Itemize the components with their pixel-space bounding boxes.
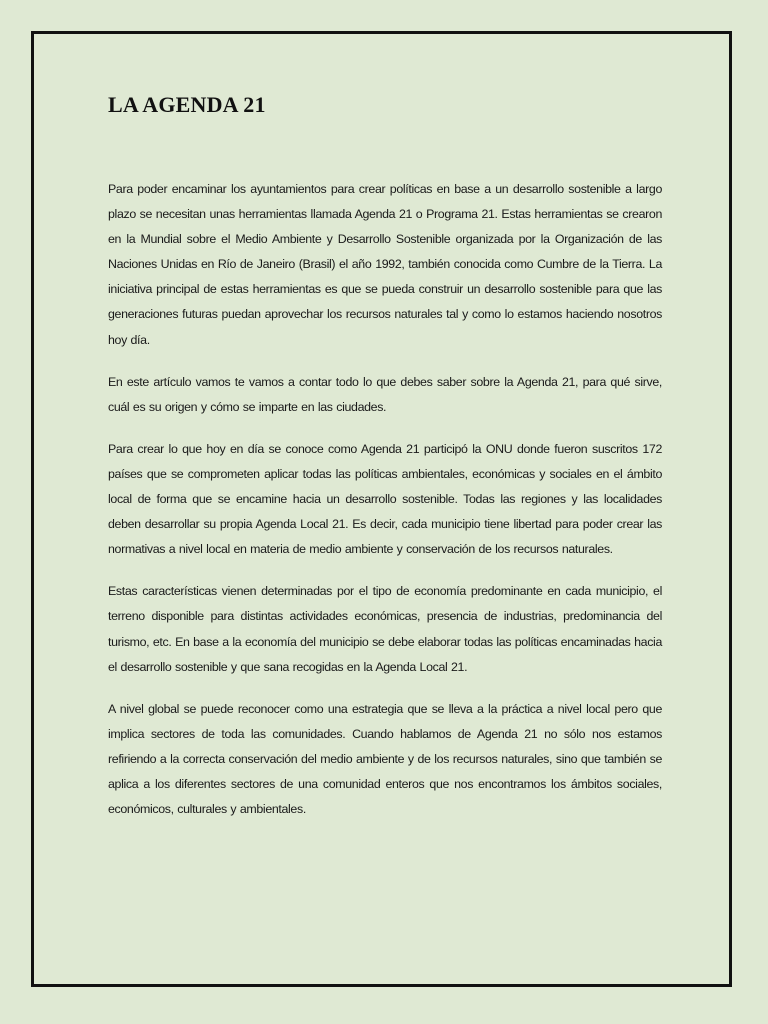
paragraph-4: Estas características vienen determinadas por el tipo de economía predominante en cada municipio, el terreno disponible para distintas actividades económicas, presencia de industrias, predominancia del turismo, etc. En base a la economía del municipio se debe elaborar todas las políticas encaminadas hacia el desarrollo sostenible y que sana recogidas en la Agenda Local 21. [108,584,662,674]
paragraph-5: A nivel global se puede reconocer como una estrategia que se lleva a la práctica a nivel local pero que implica sectores de toda las comunidades. Cuando hablamos de Agenda 21 no sólo nos estamos refiriendo a la correcta conservación del medio ambiente y de los recursos naturales, sino que también se aplica a los diferentes sectores de una comunidad enteros que nos encontramos los ámbitos sociales, económicos, culturales y ambientales. [108,701,662,817]
document-title: LA AGENDA 21 [108,92,266,117]
document-body [108,177,662,839]
paragraph-3: Para crear lo que hoy en día se conoce como Agenda 21 participó la ONU donde fueron suscritos 172 países que se comprometen aplicar todas las políticas ambientales, económicas y sociales en el ámbito local de forma que se encamine hacia un desarrollo sostenible. Todas las regiones y las localidades deben desarrollar su propia Agenda Local 21. Es decir, cada municipio tiene libertad para poder crear las normativas a nivel local en materia de medio ambiente y conservación de los recursos naturales. [108,441,662,557]
paragraph-1: Para poder encaminar los ayuntamientos para crear políticas en base a un desarrollo sostenible a largo plazo se necesitan unas herramientas llamada Agenda 21 o Programa 21. Estas herramientas se crearon en la Mundial sobre el Medio Ambiente y Desarrollo Sostenible organizada por la Organización de las Naciones Unidas en Río de Janeiro (Brasil) el año 1992, también conocida como Cumbre de la Tierra. La iniciativa principal de estas herramientas es que se pueda construir un desarrollo sostenible para que las generaciones futuras puedan aprovechar los recursos naturales tal y como lo estamos haciendo nosotros hoy día. [108,182,662,347]
paragraph-2: En este artículo vamos te vamos a contar todo lo que debes saber sobre la Agenda 21, para qué sirve, cuál es su origen y cómo se imparte en las ciudades. [108,374,662,414]
